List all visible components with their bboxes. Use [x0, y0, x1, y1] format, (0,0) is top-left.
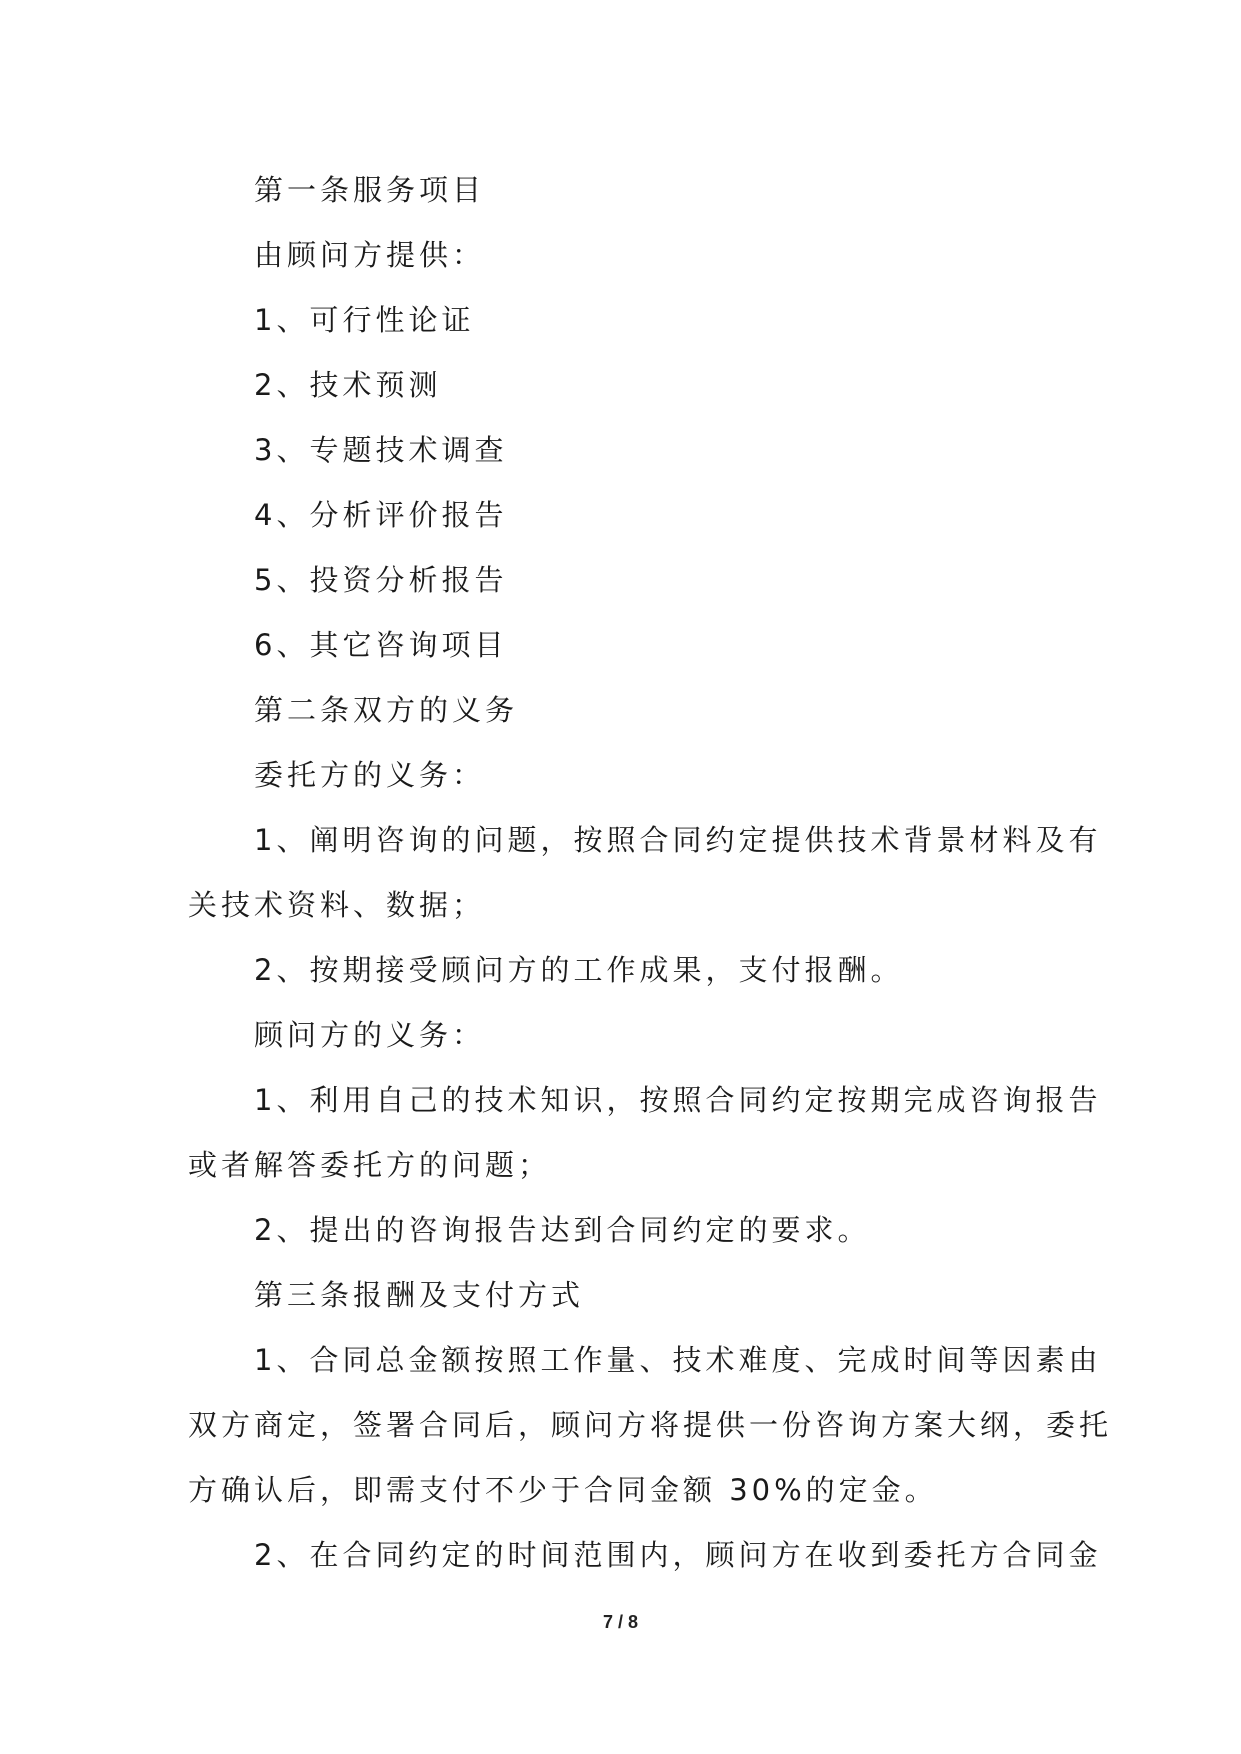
paragraph-payment-2	[188, 1523, 1102, 1588]
paragraph-client-duty-1	[188, 808, 1102, 938]
paragraph-line: 或者解答委托方的问题；	[188, 1148, 552, 1182]
list-item-3: 3、专题技术调查	[254, 433, 508, 467]
paragraph-client-duty-2: 2、按期接受顾问方的工作成果，支付报酬。	[254, 953, 904, 987]
section-heading-2: 第二条双方的义务	[254, 693, 519, 727]
list-item-2: 2、技术预测	[254, 368, 442, 402]
page-number: 7 / 8	[602, 1612, 639, 1632]
subheading-consultant-duties: 顾问方的义务：	[254, 1018, 486, 1052]
paragraph-line: 1、阐明咨询的问题，按照合同约定提供技术背景材料及有	[254, 823, 1102, 857]
list-item-4: 4、分析评价报告	[254, 498, 508, 532]
list-item-1: 1、可行性论证	[254, 303, 475, 337]
paragraph-line: 方确认后，即需支付不少于合同金额 30%的定金。	[188, 1473, 938, 1507]
subheading-client-duties: 委托方的义务：	[254, 758, 486, 792]
paragraph-consultant-duty-1	[188, 1068, 1102, 1198]
list-item-5: 5、投资分析报告	[254, 563, 508, 597]
paragraph-line: 双方商定，签署合同后，顾问方将提供一份咨询方案大纲，委托	[188, 1408, 1113, 1442]
document-body	[188, 158, 1113, 1588]
paragraph-consultant-duty-2: 2、提出的咨询报告达到合同约定的要求。	[254, 1213, 871, 1247]
paragraph-payment-1	[188, 1328, 1113, 1523]
list-item-6: 6、其它咨询项目	[254, 628, 508, 662]
paragraph-line: 2、在合同约定的时间范围内，顾问方在收到委托方合同金	[254, 1538, 1102, 1572]
paragraph-line: 1、利用自己的技术知识，按照合同约定按期完成咨询报告	[254, 1083, 1102, 1117]
section-heading-1: 第一条服务项目	[254, 173, 486, 207]
paragraph-provider-intro: 由顾问方提供：	[254, 238, 486, 272]
section-heading-3: 第三条报酬及支付方式	[254, 1278, 585, 1312]
paragraph-line: 关技术资料、数据；	[188, 888, 486, 922]
paragraph-line: 1、合同总金额按照工作量、技术难度、完成时间等因素由	[254, 1343, 1102, 1377]
